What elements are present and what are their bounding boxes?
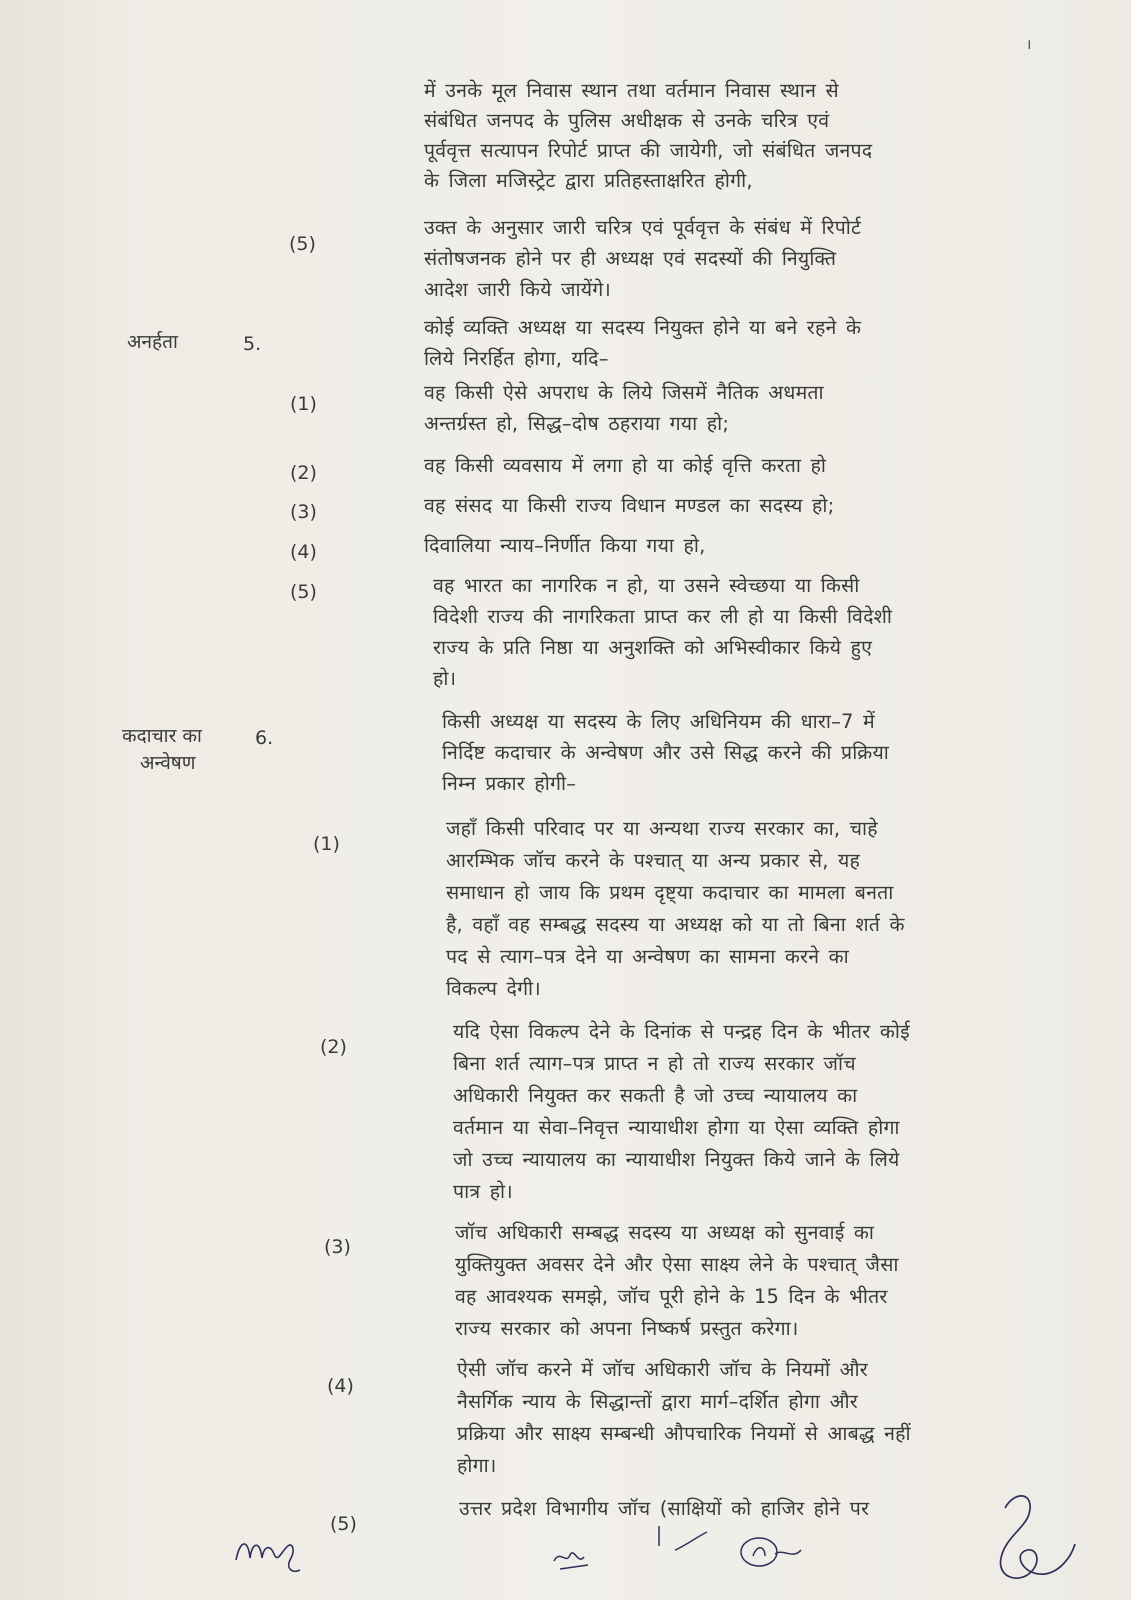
signature-initials-2: [645, 1520, 715, 1565]
clause-line: दिवालिया न्याय–निर्णीत किया गया हो,: [424, 534, 706, 557]
clause-line: प्रक्रिया और साक्ष्य सम्बन्धी औपचारिक नियमों से आबद्ध नहीं: [457, 1422, 911, 1445]
clause-line: विकल्प देगी।: [446, 977, 541, 1000]
clause-line: वर्तमान या सेवा–निवृत्त न्यायाधीश होगा या ऐसा व्यक्ति होगा: [453, 1116, 900, 1139]
clause-line: हो।: [433, 667, 457, 690]
signature-initials-1: [550, 1535, 600, 1575]
clause-line: वह संसद या किसी राज्य विधान मण्डल का सदस्य हो;: [424, 494, 835, 517]
side-heading-disqualification: अनर्हता: [127, 331, 178, 353]
signature-initials-3: [735, 1528, 815, 1578]
clause-number: (1): [313, 833, 340, 855]
clause-number: (3): [290, 501, 317, 523]
clause-line: राज्य सरकार को अपना निष्कर्ष प्रस्तुत करेगा।: [455, 1317, 799, 1340]
section-number: 5.: [243, 333, 262, 355]
clause-line: होगा।: [457, 1454, 497, 1477]
intro-line-2: संबंधित जनपद के पुलिस अधीक्षक से उनके चरित्र एवं: [424, 109, 830, 132]
clause-line: जो उच्च न्यायालय का न्यायाधीश नियुक्त किये जाने के लिये: [453, 1148, 900, 1171]
clause-line: पद से त्याग–पत्र देने या अन्वेषण का सामना करने का: [446, 945, 849, 968]
clause-number: (4): [327, 1375, 354, 1397]
signature-right: [975, 1488, 1085, 1593]
signature-initials-left: [230, 1520, 310, 1580]
intro-line-1: में उनके मूल निवास स्थान तथा वर्तमान निवास स्थान से: [424, 79, 839, 102]
clause-line: जहाँ किसी परिवाद पर या अन्यथा राज्य सरकार का, चाहे: [446, 817, 878, 840]
clause-line: वह किसी ऐसे अपराध के लिये जिसमें नैतिक अधमता: [424, 381, 824, 404]
clause-number: (2): [290, 462, 317, 484]
section-line: किसी अध्यक्ष या सदस्य के लिए अधिनियम की धारा–7 में: [442, 710, 875, 733]
intro-line-3: पूर्ववृत्त सत्यापन रिपोर्ट प्राप्त की जायेगी, जो संबंधित जनपद: [424, 139, 873, 162]
clause-number: (5): [330, 1513, 357, 1535]
side-heading-misconduct: कदाचार का: [122, 725, 202, 747]
section-line: कोई व्यक्ति अध्यक्ष या सदस्य नियुक्त होने या बने रहने के: [424, 316, 862, 339]
clause-number: (5): [289, 233, 316, 255]
clause-line: वह किसी व्यवसाय में लगा हो या कोई वृत्ति करता हो: [424, 454, 827, 477]
section-line: निर्दिष्ट कदाचार के अन्वेषण और उसे सिद्ध करने की प्रक्रिया: [442, 741, 890, 764]
clause-number: (5): [290, 581, 317, 603]
clause-number: (1): [290, 393, 317, 415]
clause-line: आदेश जारी किये जायेंगे।: [424, 278, 612, 301]
section-number: 6.: [255, 727, 274, 749]
clause-line: ऐसी जॉच करने में जॉच अधिकारी जॉच के नियमों और: [457, 1358, 868, 1381]
intro-line-4: के जिला मजिस्ट्रेट द्वारा प्रतिहस्ताक्षरित होगी,: [424, 169, 753, 192]
clause-line: जॉच अधिकारी सम्बद्ध सदस्य या अध्यक्ष को सुनवाई का: [455, 1221, 875, 1244]
clause-line: है, वहाँ वह सम्बद्ध सदस्य या अध्यक्ष को या तो बिना शर्त के: [446, 913, 905, 936]
clause-number: (3): [324, 1236, 351, 1258]
clause-number: (4): [290, 541, 317, 563]
clause-number: (2): [320, 1036, 347, 1058]
section-line: निम्न प्रकार होगी–: [442, 772, 577, 795]
clause-line: युक्तियुक्त अवसर देने और ऐसा साक्ष्य लेने के पश्चात् जैसा: [455, 1253, 899, 1276]
clause-line: अधिकारी नियुक्त कर सकती है जो उच्च न्यायालय का: [453, 1084, 858, 1107]
clause-line: समाधान हो जाय कि प्रथम दृष्ट्या कदाचार का मामला बनता: [446, 881, 894, 904]
clause-line: वह आवश्यक समझे, जॉच पूरी होने के 15 दिन के भीतर: [455, 1285, 888, 1308]
page-mark: ।: [1026, 37, 1032, 53]
clause-line: उत्तर प्रदेश विभागीय जॉच (साक्षियों को हाजिर होने पर: [459, 1497, 870, 1520]
clause-line: राज्य के प्रति निष्ठा या अनुशक्ति को अभिस्वीकार किये हुए: [433, 636, 873, 659]
section-line: लिये निरर्हित होगा, यदि–: [424, 347, 609, 370]
clause-line: नैसर्गिक न्याय के सिद्धान्तों द्वारा मार्ग–दर्शित होगा और: [457, 1390, 858, 1413]
clause-line: पात्र हो।: [453, 1180, 513, 1203]
side-heading-inquiry: अन्वेषण: [140, 752, 196, 774]
clause-line: विदेशी राज्य की नागरिकता प्राप्त कर ली हो या किसी विदेशी: [433, 605, 893, 628]
clause-line: बिना शर्त त्याग–पत्र प्राप्त न हो तो राज्य सरकार जॉच: [453, 1052, 856, 1075]
clause-line: वह भारत का नागरिक न हो, या उसने स्वेच्छया या किसी: [433, 574, 860, 597]
clause-line: उक्त के अनुसार जारी चरित्र एवं पूर्ववृत्त के संबंध में रिपोर्ट: [424, 216, 862, 239]
clause-line: संतोषजनक होने पर ही अध्यक्ष एवं सदस्यों की नियुक्ति: [424, 247, 837, 270]
clause-line: यदि ऐसा विकल्प देने के दिनांक से पन्द्रह दिन के भीतर कोई: [453, 1020, 910, 1043]
clause-line: अन्तर्ग्रस्त हो, सिद्ध–दोष ठहराया गया हो;: [424, 412, 730, 435]
clause-line: आरम्भिक जॉच करने के पश्चात् या अन्य प्रकार से, यह: [446, 849, 861, 872]
